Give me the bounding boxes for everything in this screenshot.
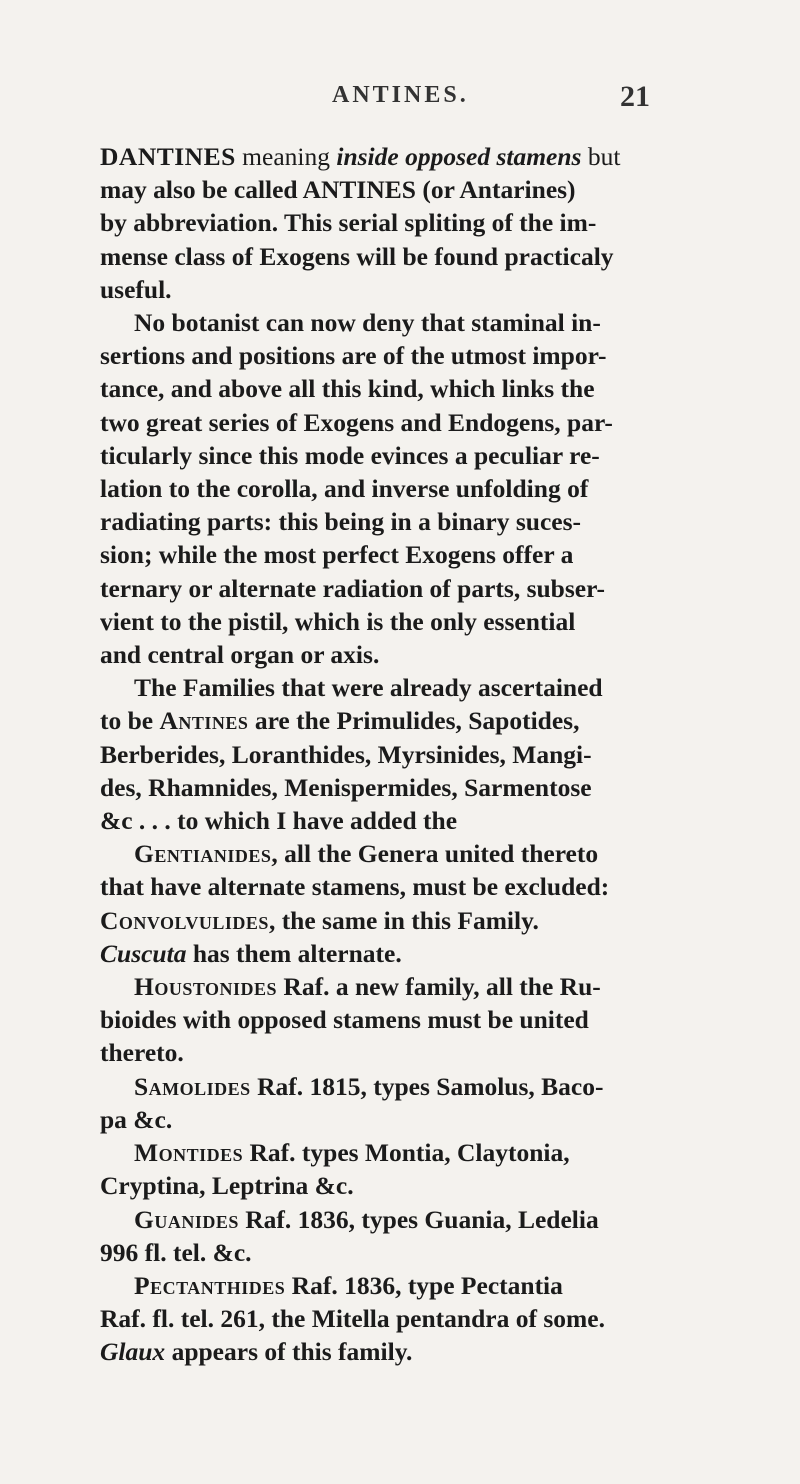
text-segment: &c . . . to which I have added the	[100, 806, 458, 836]
text-segment: Montides	[134, 1138, 244, 1168]
text-segment: may also be called ANTINES (or Antarines)	[100, 175, 576, 205]
text-segment: Raf. 1836, types Guania, Ledelia	[238, 1204, 599, 1234]
text-line	[100, 273, 740, 306]
text-segment: Houstonides	[134, 972, 278, 1002]
text-line	[100, 1136, 740, 1169]
text-line	[100, 1070, 740, 1103]
text-line	[100, 240, 740, 273]
text-segment: has them alternate.	[186, 938, 402, 968]
text-segment: ternary or alternate radiation of parts, subser-	[100, 573, 605, 603]
text-segment: des, Rhamnides, Menispermides, Sarmentose	[100, 772, 592, 802]
text-segment: Pectanthides	[134, 1270, 286, 1300]
text-segment: ticularly since this mode evinces a peculiar re-	[100, 440, 600, 470]
text-segment: inside opposed stamens	[336, 142, 582, 171]
text-segment: useful.	[100, 274, 172, 304]
text-line	[100, 605, 740, 638]
body-text	[100, 140, 740, 1369]
text-segment: Raf. types Montia, Claytonia,	[243, 1138, 570, 1168]
text-line	[100, 1236, 740, 1269]
text-segment: bioides with opposed stamens must be united	[100, 1005, 589, 1035]
text-segment: by abbreviation. This serial spliting of the im-	[100, 208, 597, 238]
text-segment: tance, and above all this kind, which links the	[100, 374, 595, 404]
running-head: ANTINES.	[332, 82, 469, 108]
text-segment: radiating parts: this being in a binary suces-	[100, 507, 582, 537]
text-line	[100, 439, 740, 472]
text-segment: lation to the corolla, and inverse unfolding of	[100, 474, 589, 504]
text-segment: , all the Genera united thereto	[271, 839, 599, 869]
text-segment: Antines	[159, 706, 249, 736]
text-line	[100, 339, 740, 372]
page-header	[300, 80, 660, 120]
text-segment: sertions and positions are of the utmost impor-	[100, 341, 607, 371]
text-segment: thereto.	[100, 1038, 184, 1068]
text-segment: are the Primulides, Sapotides,	[248, 706, 580, 736]
text-segment: two great series of Exogens and Endogens, par-	[100, 407, 613, 437]
text-segment: Samolides	[134, 1071, 251, 1101]
text-line	[100, 538, 740, 571]
text-line	[100, 1335, 740, 1368]
text-line	[100, 1103, 740, 1136]
text-segment: that have alternate stamens, must be excluded:	[100, 872, 610, 902]
text-line	[100, 173, 740, 206]
text-segment: DANTINES	[100, 142, 236, 171]
text-segment: , the same in this Family.	[268, 905, 539, 935]
text-line	[100, 1302, 740, 1335]
text-segment: meaning	[235, 142, 337, 171]
text-line	[100, 870, 740, 903]
text-segment: No botanist can now deny that staminal in-	[134, 308, 601, 338]
text-line	[100, 671, 740, 704]
text-line	[100, 572, 740, 605]
page-number: 21	[620, 80, 650, 113]
text-segment: Guanides	[134, 1204, 239, 1234]
text-segment: The Families that were already ascertained	[134, 673, 603, 703]
text-segment: 996 fl. tel. &c.	[100, 1237, 252, 1267]
text-segment: and central organ or axis.	[100, 640, 380, 670]
text-line	[100, 837, 740, 870]
text-line	[100, 1203, 740, 1236]
text-line	[100, 1036, 740, 1069]
text-segment: Cryptina, Leptrina &c.	[100, 1171, 354, 1201]
text-segment: Berberides, Loranthides, Myrsinides, Mangi-	[100, 739, 592, 769]
text-line	[100, 206, 740, 239]
text-line	[100, 1003, 740, 1036]
text-segment: pa &c.	[100, 1104, 173, 1134]
text-line	[100, 472, 740, 505]
text-line	[100, 638, 740, 671]
text-line	[100, 904, 740, 937]
text-line	[100, 771, 740, 804]
text-line	[100, 738, 740, 771]
text-segment: to be	[100, 706, 160, 736]
text-line	[100, 970, 740, 1003]
text-line	[100, 1169, 740, 1202]
text-line	[100, 704, 740, 737]
text-line	[100, 372, 740, 405]
text-line	[100, 306, 740, 339]
text-segment: Raf. fl. tel. 261, the Mitella pentandra of some.	[100, 1304, 605, 1334]
text-segment: sion; while the most perfect Exogens offer a	[100, 540, 574, 570]
text-segment: but	[581, 142, 621, 171]
text-segment: Convolvulides	[100, 905, 269, 935]
text-segment: vient to the pistil, which is the only essential	[100, 606, 576, 636]
text-line	[100, 937, 740, 970]
text-line	[100, 140, 740, 173]
text-segment: Raf. 1815, types Samolus, Baco-	[250, 1071, 604, 1101]
text-segment: Gentianides	[134, 839, 272, 869]
text-segment: Cuscuta	[100, 938, 187, 968]
text-segment: Raf. a new family, all the Ru-	[277, 972, 601, 1002]
text-segment: Raf. 1836, type Pectantia	[285, 1270, 563, 1300]
text-segment: appears of this family.	[165, 1337, 413, 1367]
text-line	[100, 1269, 740, 1302]
text-segment: Glaux	[100, 1337, 166, 1367]
text-line	[100, 804, 740, 837]
text-segment: mense class of Exogens will be found practicaly	[100, 241, 614, 271]
text-line	[100, 406, 740, 439]
text-line	[100, 505, 740, 538]
